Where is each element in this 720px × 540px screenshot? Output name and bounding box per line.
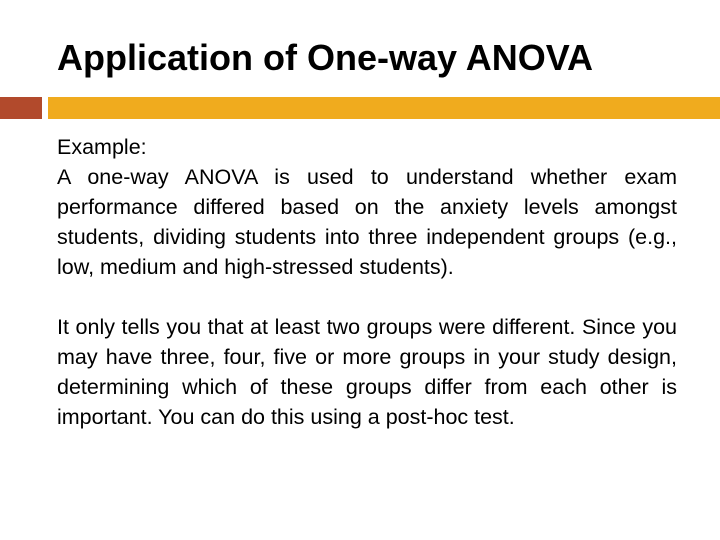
slide-title: Application of One-way ANOVA xyxy=(57,37,594,78)
post-hoc-paragraph: It only tells you that at least two groups were different. Since you may have three, four, five or more groups in your study design, determining which of these groups differ from each other is important. You can do this using a post-hoc test. xyxy=(57,315,677,429)
example-colon: : xyxy=(140,135,147,159)
accent-bar xyxy=(48,97,720,119)
slide-content xyxy=(57,132,677,432)
example-label: Example xyxy=(57,135,141,159)
accent-block xyxy=(0,97,42,119)
example-paragraph: A one-way ANOVA is used to understand whether exam performance differed based on the anxiety levels amongst students, dividing students into three independent groups (e.g., low, medium and high-stressed students). xyxy=(57,165,677,279)
example-heading xyxy=(57,132,677,162)
